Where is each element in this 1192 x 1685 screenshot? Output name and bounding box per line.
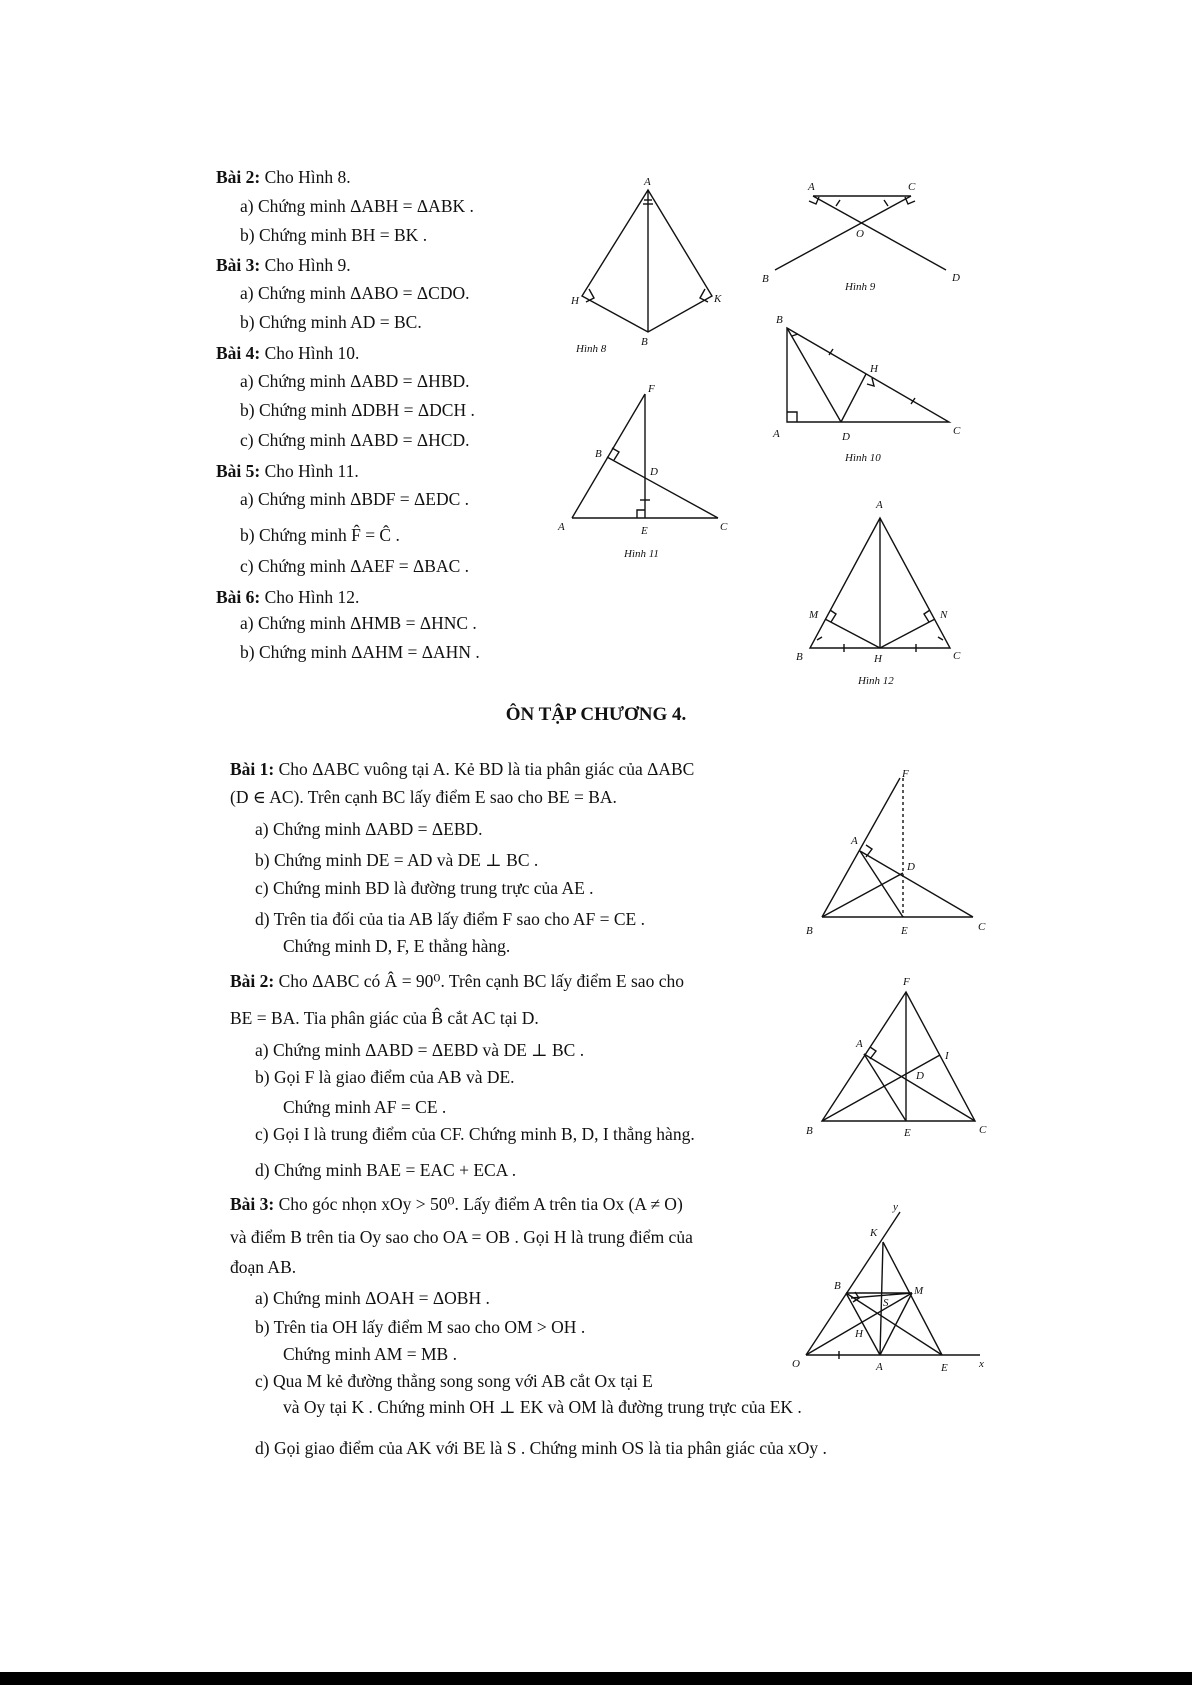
vertex-label: x xyxy=(979,1358,984,1370)
vertex-label: O xyxy=(792,1358,800,1370)
vertex-label: F xyxy=(902,768,909,780)
exercise-item: c) Gọi I là trung điểm của CF. Chứng minh B, D, I thẳng hàng. xyxy=(255,1124,695,1144)
exercise-intro: Cho Hình 10. xyxy=(264,343,360,363)
exercise-item: a) Chứng minh ΔABD = ΔEBD và DE ⊥ BC . xyxy=(255,1040,585,1060)
vertex-label: A xyxy=(856,1038,863,1050)
exercise-item: a) Chứng minh ΔABD = ΔHBD. xyxy=(240,371,470,391)
exercise-item: d) Gọi giao điểm của AK với BE là S . Chứng minh OS là tia phân giác của xOy . xyxy=(255,1438,827,1458)
vertex-label: I xyxy=(945,1050,949,1062)
vertex-label: C xyxy=(953,425,961,437)
vertex-label: B xyxy=(641,336,648,348)
vertex-label: B xyxy=(796,651,803,663)
vertex-label: K xyxy=(714,293,722,305)
exercise-item: Chứng minh AM = MB . xyxy=(283,1344,457,1364)
vertex-label: B xyxy=(806,925,813,937)
exercise-item: c) Qua M kẻ đường thẳng song song với AB cắt Ox tại E xyxy=(255,1371,653,1391)
exercise-label: Bài 5: xyxy=(216,461,261,481)
exercise-text: Cho ΔABC vuông tại A. Kẻ BD là tia phân giác của ΔABC xyxy=(278,759,695,779)
exercise-intro: Cho Hình 11. xyxy=(264,461,359,481)
vertex-label: B xyxy=(834,1280,841,1292)
vertex-label: H xyxy=(571,295,579,307)
exercise-label: Bài 3: xyxy=(230,1194,275,1214)
exercise-intro: Cho Hình 8. xyxy=(264,167,351,187)
exercise-item: Chứng minh AF = CE . xyxy=(283,1097,447,1117)
vertex-label: C xyxy=(953,650,961,662)
vertex-label: H xyxy=(874,653,882,665)
exercise-item: b) Chứng minh F̂ = Ĉ . xyxy=(240,525,400,545)
exercise-label: Bài 2: xyxy=(230,971,275,991)
exercise-text: BE = BA. Tia phân giác của B̂ cắt AC tại D. xyxy=(230,1008,539,1028)
vertex-label: C xyxy=(979,1124,987,1136)
vertex-label: N xyxy=(940,609,948,621)
vertex-label: D xyxy=(907,861,915,873)
vertex-label: D xyxy=(842,431,850,443)
exercise-label: Bài 2: xyxy=(216,167,261,187)
exercise-item: a) Chứng minh ΔBDF = ΔEDC . xyxy=(240,489,470,509)
exercise-item: c) Chứng minh BD là đường trung trực của AE . xyxy=(255,878,594,898)
vertex-label: A xyxy=(851,835,858,847)
vertex-label: E xyxy=(904,1127,911,1139)
exercise-item: a) Chứng minh ΔABO = ΔCDO. xyxy=(240,283,470,303)
exercise-item: c) Chứng minh ΔAEF = ΔBAC . xyxy=(240,556,470,576)
vertex-label: M xyxy=(914,1285,924,1297)
vertex-label: A xyxy=(876,499,883,511)
exercise-item: và Oy tại K . Chứng minh OH ⊥ EK và OM là đường trung trực của EK . xyxy=(283,1397,802,1417)
figure-caption: Hình 9 xyxy=(845,281,876,293)
exercise-item: d) Chứng minh BAE = EAC + ECA . xyxy=(255,1160,517,1180)
vertex-label: E xyxy=(901,925,908,937)
exercise-text: Cho ΔABC có Â = 90⁰. Trên cạnh BC lấy điểm E sao cho xyxy=(278,971,684,991)
exercise-item: b) Trên tia OH lấy điểm M sao cho OM > OH . xyxy=(255,1317,586,1337)
vertex-label: C xyxy=(908,181,916,193)
exercise-intro: Cho Hình 9. xyxy=(264,255,351,275)
vertex-label: H xyxy=(855,1328,863,1340)
figure-caption: Hình 8 xyxy=(576,343,607,355)
exercise-item: b) Chứng minh DE = AD và DE ⊥ BC . xyxy=(255,850,539,870)
exercise-label: Bài 6: xyxy=(216,587,261,607)
vertex-label: F xyxy=(903,976,910,988)
vertex-label: E xyxy=(941,1362,948,1374)
figure-caption: Hình 10 xyxy=(845,452,881,464)
exercise-item: b) Chứng minh BH = BK . xyxy=(240,225,428,245)
vertex-label: M xyxy=(809,609,819,621)
vertex-label: A xyxy=(773,428,780,440)
vertex-label: D xyxy=(916,1070,924,1082)
exercise-item: a) Chứng minh ΔOAH = ΔOBH . xyxy=(255,1288,490,1308)
vertex-label: F xyxy=(648,383,655,395)
vertex-label: y xyxy=(893,1201,898,1213)
exercise-item: Chứng minh D, F, E thẳng hàng. xyxy=(283,936,511,956)
bottom-bar xyxy=(0,1672,1192,1685)
exercise-item: a) Chứng minh ΔHMB = ΔHNC . xyxy=(240,613,477,633)
vertex-label: S xyxy=(883,1297,889,1309)
vertex-label: K xyxy=(870,1227,878,1239)
exercise-item: b) Gọi F là giao điểm của AB và DE. xyxy=(255,1067,515,1087)
vertex-label: C xyxy=(978,921,986,933)
vertex-label: A xyxy=(808,181,815,193)
vertex-label: B xyxy=(762,273,769,285)
figure-caption: Hình 11 xyxy=(624,548,659,560)
vertex-label: B xyxy=(776,314,783,326)
vertex-label: A xyxy=(644,176,651,188)
vertex-label: A xyxy=(876,1361,883,1373)
exercise-item: a) Chứng minh ΔABH = ΔABK . xyxy=(240,196,474,216)
vertex-label: H xyxy=(870,363,878,375)
section-title: ÔN TẬP CHƯƠNG 4. xyxy=(505,704,687,725)
vertex-label: B xyxy=(595,448,602,460)
figure-caption: Hình 12 xyxy=(858,675,894,687)
exercise-text: và điểm B trên tia Oy sao cho OA = OB . Gọi H là trung điểm của xyxy=(230,1227,693,1247)
exercise-item: b) Chứng minh AD = BC. xyxy=(240,312,422,332)
exercise-text: đoạn AB. xyxy=(230,1257,297,1277)
vertex-label: A xyxy=(558,521,565,533)
vertex-label: B xyxy=(806,1125,813,1137)
exercise-intro: Cho Hình 12. xyxy=(264,587,360,607)
vertex-label: D xyxy=(952,272,960,284)
vertex-label: C xyxy=(720,521,728,533)
exercise-item: b) Chứng minh ΔDBH = ΔDCH . xyxy=(240,400,475,420)
exercise-item: b) Chứng minh ΔAHM = ΔAHN . xyxy=(240,642,480,662)
exercise-label: Bài 1: xyxy=(230,759,275,779)
exercise-text: Cho góc nhọn xOy > 50⁰. Lấy điểm A trên tia Ox (A ≠ O) xyxy=(278,1194,683,1214)
exercise-label: Bài 3: xyxy=(216,255,261,275)
vertex-label: D xyxy=(650,466,658,478)
exercise-item: d) Trên tia đối của tia AB lấy điểm F sao cho AF = CE . xyxy=(255,909,645,929)
exercise-text: (D ∈ AC). Trên cạnh BC lấy điểm E sao cho BE = BA. xyxy=(230,787,617,807)
vertex-label: O xyxy=(856,228,864,240)
exercise-label: Bài 4: xyxy=(216,343,261,363)
exercise-item: c) Chứng minh ΔABD = ΔHCD. xyxy=(240,430,470,450)
vertex-label: E xyxy=(641,525,648,537)
exercise-item: a) Chứng minh ΔABD = ΔEBD. xyxy=(255,819,483,839)
